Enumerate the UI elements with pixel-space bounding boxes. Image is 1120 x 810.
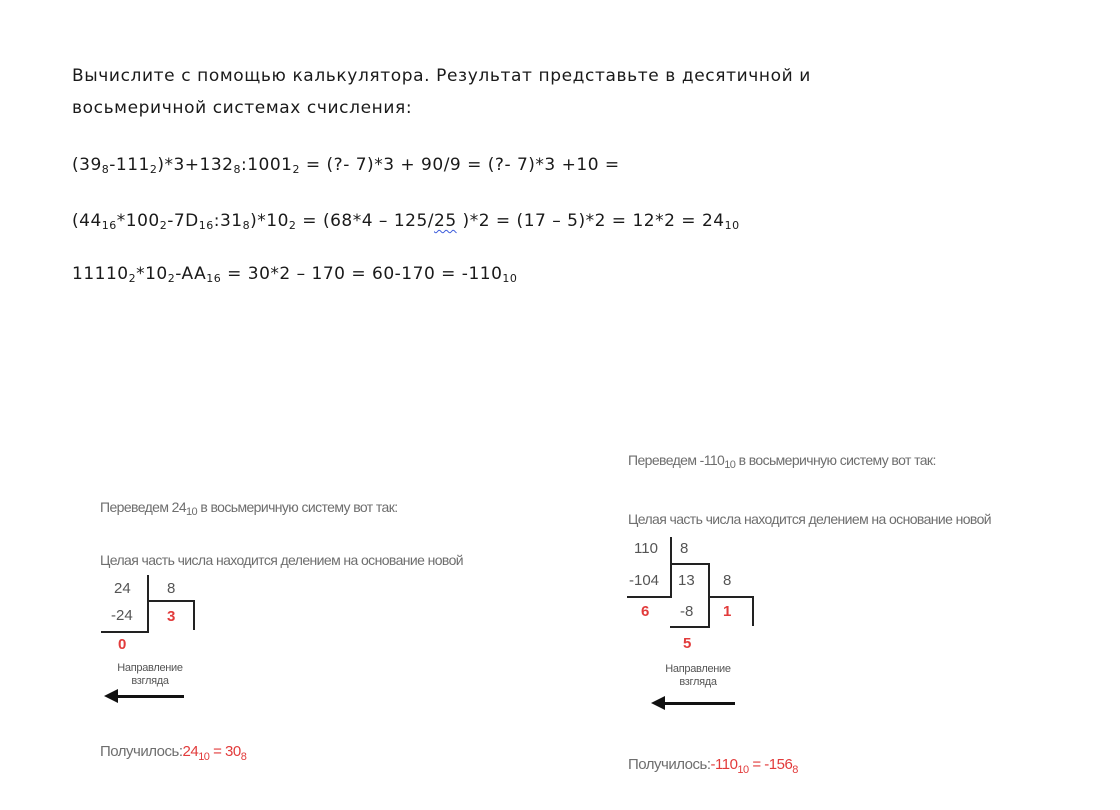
right-division-vertical-1 <box>670 537 672 597</box>
equation-2: $(44_{16}*100_2-7D_{16}:31_8)*10_2 = (68*4 - 125/25$ )$*2 = (17 - 5)*2 = 12*2 = 24_{10}$ <box>72 211 740 232</box>
spellcheck-underlined-number: 25 <box>434 211 457 231</box>
left-result: $Получилось:24_{10} = 30_8$ <box>100 743 247 763</box>
left-quotient: 3 <box>167 608 176 625</box>
right-rule: Целая часть числа находится делением на основание новой <box>628 511 991 527</box>
left-subtrahend: -24 <box>111 607 133 624</box>
right-direction-label: Направление взгляда <box>665 663 731 688</box>
task-line-1: Вычислите с помощью калькулятора. Результат представьте в десятичной и <box>72 66 811 86</box>
right-division-top-2 <box>708 596 754 598</box>
right-remainder-line-2 <box>670 626 710 628</box>
equation-1: $(39_8-111_2)*3+132_8:1001_2$ = (?- 7)*3 + 90/9 = (?- 7)*3 +10 = <box>72 155 620 176</box>
left-quotient-bracket <box>193 600 195 630</box>
left-rule: Целая часть числа находится делением на основание новой <box>100 552 463 568</box>
right-remainder-2: 5 <box>683 635 692 652</box>
right-quotient-2: 1 <box>723 603 732 620</box>
right-division-vertical-2 <box>708 563 710 626</box>
right-result: $Получилось:-110_{10} = -156_8$ <box>628 756 798 776</box>
task-line-2: восьмеричной системах счисления: <box>72 98 413 118</box>
left-direction-label: Направление взгляда <box>117 662 183 687</box>
left-intro: Переведем $24_{10}$ в восьмеричную систему вот так: <box>100 499 398 518</box>
right-quotient-1: 13 <box>678 572 695 589</box>
right-quotient-bracket <box>752 596 754 626</box>
right-arrow-icon <box>663 702 735 705</box>
equation-3: $11110_2*10_2-AA_{16} = 30*2 - 170 = 60-170 = -110_{10}$ <box>72 264 518 285</box>
right-subtrahend-2: -8 <box>680 603 694 620</box>
left-division-top <box>147 600 195 602</box>
right-divisor-2: 8 <box>723 572 732 589</box>
left-division-vertical <box>147 575 149 633</box>
right-dividend: 110 <box>634 540 658 557</box>
right-divisor: 8 <box>680 540 689 557</box>
right-remainder-1: 6 <box>641 603 650 620</box>
right-subtrahend: -104 <box>629 572 660 589</box>
left-remainder-line <box>101 631 149 633</box>
left-remainder: 0 <box>118 636 127 653</box>
right-remainder-line-1 <box>627 596 672 598</box>
left-divisor: 8 <box>167 580 176 597</box>
right-intro: Переведем $-110_{10}$ в восьмеричную систему вот так: <box>628 452 936 471</box>
left-dividend: 24 <box>114 580 131 597</box>
right-division-top-1 <box>670 563 710 565</box>
left-arrow-icon <box>116 695 184 698</box>
